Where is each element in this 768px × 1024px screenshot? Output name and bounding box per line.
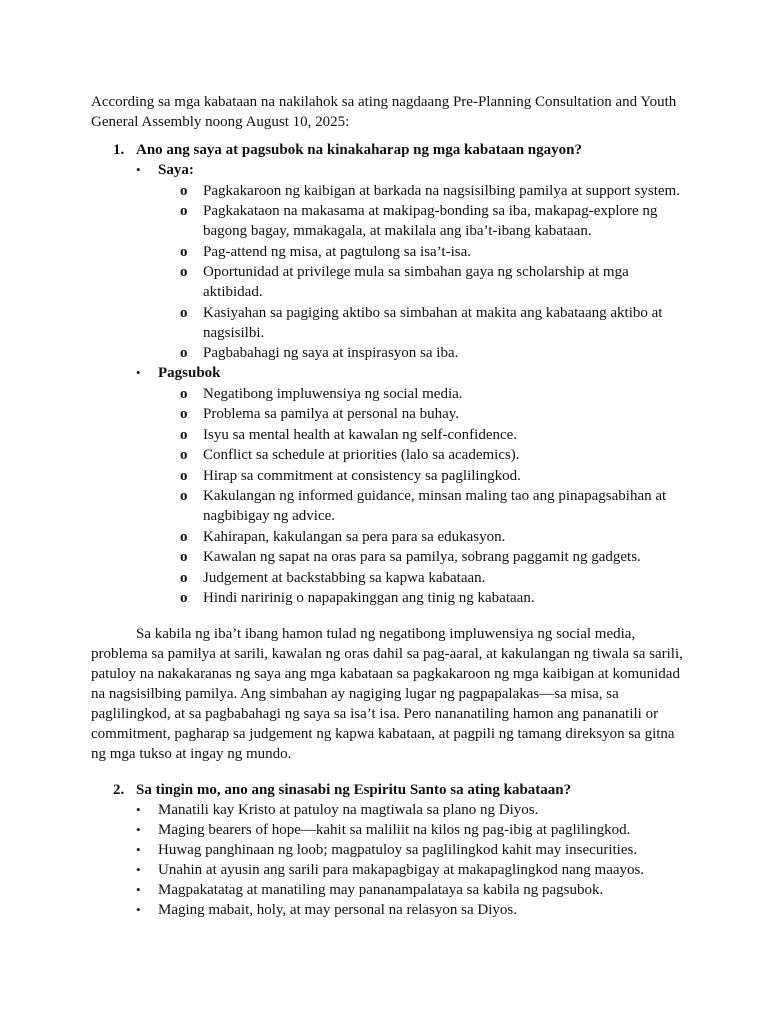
list-item [158,588,683,608]
list-item [136,800,683,820]
sub-bullet-icon: o [180,426,188,443]
sub-bullet-icon: o [180,528,188,545]
list-item-text: Manatili kay Kristo at patuloy na magtiwala sa plano ng Diyos. [158,802,539,818]
list-item-text: Pagbabahagi ng saya at inspirasyon sa iba. [203,345,459,361]
list-item-text: Isyu sa mental health at kawalan ng self-confidence. [203,426,518,443]
list-item [136,820,683,840]
list-item [158,404,683,424]
sub-bullet-icon: o [180,182,188,199]
sub-bullet-icon: o [180,488,188,504]
list-item [136,840,683,860]
list-item [158,181,683,201]
bullet-icon: • [136,162,141,177]
list-item-text: Pagkakaroon ng kaibigan at barkada na nagsisilbing pamilya at support system. [203,182,680,199]
intro-paragraph: According sa mga kabataan na nakilahok sa ating nagdaang Pre-Planning Consultation and Youth General Assembly noong August 10, 2025: [91,94,677,130]
list-item-text: Pagkakataon na makasama at makipag-bonding sa iba, makapag-explore ng bagong bagay, mmakagala, at makilala ang iba’t-ibang kabataan. [203,203,658,239]
list-item [136,900,683,920]
list-item-text: Magpakatatag at manatiling may pananampalataya sa kabila ng pagsubok. [158,882,604,898]
list-item [158,343,683,363]
question-1 [91,140,683,608]
list-item-text: Huwag panghinaan ng loob; magpatuloy sa paglilingkod kahit may insecurities. [158,842,638,858]
sub-bullet-icon: o [180,304,188,321]
list-item [158,303,683,343]
list-item [158,445,683,465]
sub-bullet-icon: o [180,467,188,484]
bullet-icon: • [136,365,141,380]
list-item-text: Problema sa pamilya at personal na buhay. [203,406,460,422]
sub-bullet-icon: o [180,549,188,565]
question-2 [91,780,683,920]
sub-bullet-icon: o [180,447,188,463]
list-item [158,384,683,404]
group-pagsubok [136,363,683,608]
sub-bullet-icon: o [180,203,188,219]
list-item-text: Maging bearers of hope—kahit sa maliliit na kilos ng pag-ibig at paglilingkod. [158,822,631,838]
group-pagsubok-title: Pagsubok [158,365,221,381]
bullet-icon: • [136,842,141,857]
bullet-icon: • [136,862,141,877]
summary-paragraph: Sa kabila ng iba’t ibang hamon tulad ng negatibong impluwensiya ng social media, problema sa pamilya at sarili, kawalan ng oras dahil sa pag-aaral, at kakulangan ng tiwala sa sarili, patuloy na nakakaranas ng saya ang mga kabataan sa pagkakaroon ng mga kaibigan at komunidad na nagsisilbing pamilya. Ang simbahan ay nagiging lugar ng pagpapalakas—sa misa, sa paglilingkod, at sa pagbabahagi ng saya sa isa’t isa. Pero nananatiling hamon ang pananatili or commitment, pagharap sa judgement ng kapwa kabataan, at pagpili ng tamang direksyon sa gitna ng mga tukso at ingay ng mundo. [91,626,683,762]
list-item [158,201,683,241]
list-item-text: Unahin at ayusin ang sarili para makapagbigay at makapaglingkod nang maayos. [158,862,645,878]
question-2-list [136,800,683,920]
question-2-title: Sa tingin mo, ano ang sinasabi ng Espiritu Santo sa ating kabataan? [136,782,572,798]
list-item-text: Kasiyahan sa pagiging aktibo sa simbahan at makita ang kabataang aktibo at nagsisilbi. [203,304,663,341]
list-item [158,466,683,486]
question-2-number: 2. [113,782,125,798]
sub-bullet-icon: o [180,569,188,586]
bullet-icon: • [136,822,141,837]
list-item [158,242,683,262]
list-item-text: Oportunidad at privilege mula sa simbahan gaya ng scholarship at mga aktibidad. [203,264,629,300]
question-list [91,140,683,608]
list-item [136,860,683,880]
list-item [158,547,683,567]
list-item [158,262,683,302]
list-item-text: Maging mabait, holy, at may personal na relasyon sa Diyos. [158,902,517,918]
pagsubok-list [158,384,683,609]
list-item-text: Hindi naririnig o napapakinggan ang tinig ng kabataan. [203,590,535,606]
list-item-text: Judgement at backstabbing sa kapwa kabataan. [203,569,486,586]
list-item-text: Kawalan ng sapat na oras para sa pamilya, sobrang paggamit ng gadgets. [203,549,641,565]
list-item-text: Hirap sa commitment at consistency sa paglilingkod. [203,467,521,484]
group-saya [136,160,683,363]
sub-bullet-icon: o [180,264,188,280]
question-1-groups [136,160,683,608]
list-item [136,880,683,900]
list-item [158,527,683,547]
sub-bullet-icon: o [180,385,188,402]
question-list-2 [91,780,683,920]
bullet-icon: • [136,902,141,917]
saya-list [158,181,683,364]
bullet-icon: • [136,802,141,817]
list-item-text: Conflict sa schedule at priorities (lalo sa academics). [203,447,520,463]
list-item-text: Kakulangan ng informed guidance, minsan maling tao ang pinapagsabihan at nagbibigay ng advice. [203,488,667,524]
list-item-text: Negatibong impluwensiya ng social media. [203,385,463,402]
list-item-text: Pag-attend ng misa, at pagtulong sa isa’t-isa. [203,243,472,260]
question-1-number: 1. [113,142,125,158]
sub-bullet-icon: o [180,406,188,422]
list-item [158,568,683,588]
list-item [158,486,683,526]
question-1-title: Ano ang saya at pagsubok na kinakaharap ng mga kabataan ngayon? [136,142,582,158]
sub-bullet-icon: o [180,243,188,260]
sub-bullet-icon: o [180,345,188,361]
bullet-icon: • [136,882,141,897]
sub-bullet-icon: o [180,590,188,606]
list-item-text: Kahirapan, kakulangan sa pera para sa edukasyon. [203,528,506,545]
group-saya-title: Saya: [158,162,194,178]
list-item [158,425,683,445]
document-body [91,92,683,920]
